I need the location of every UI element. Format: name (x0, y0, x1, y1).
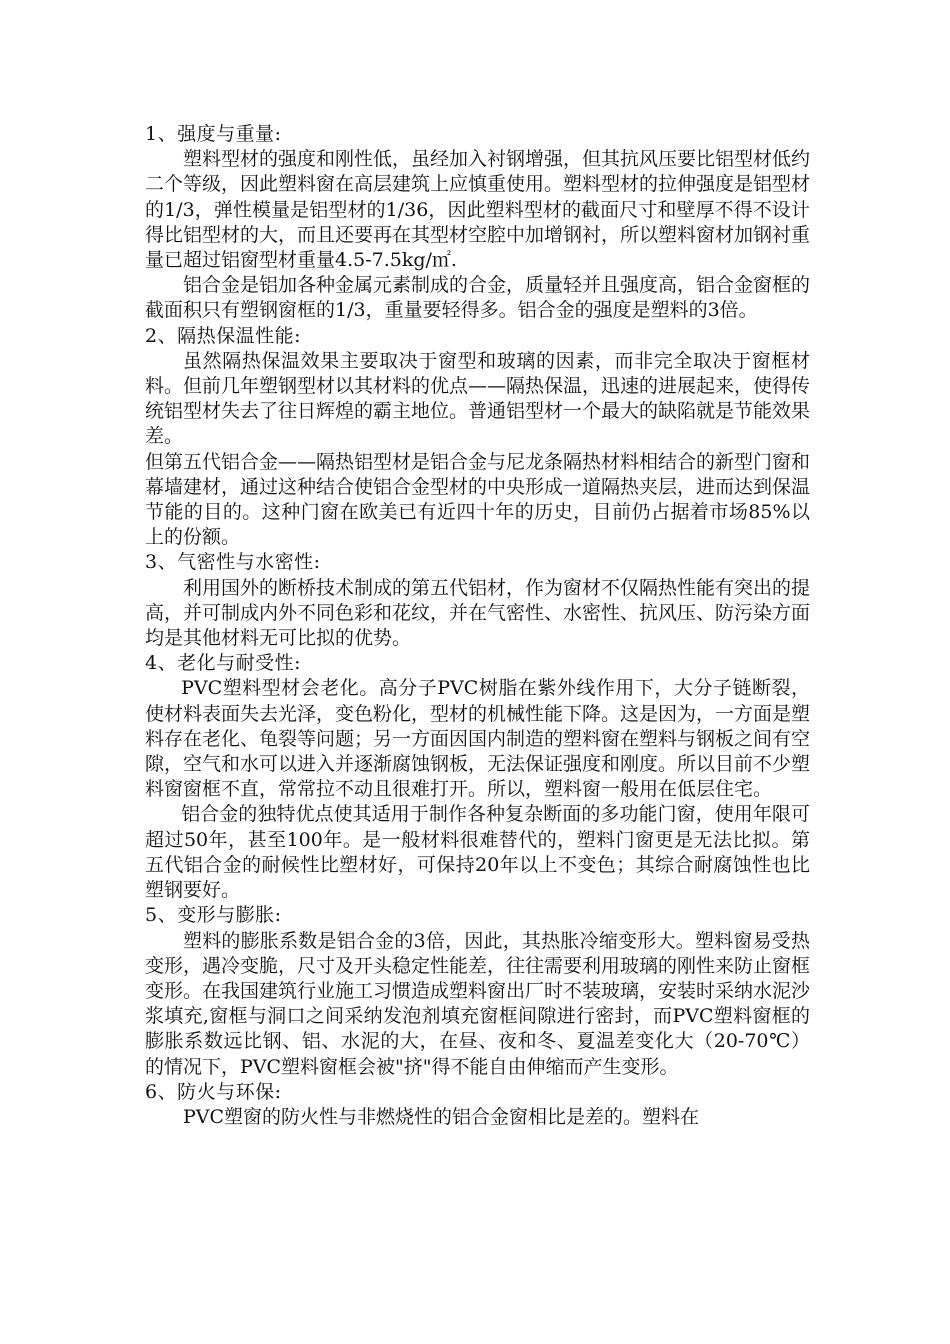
section-1-paragraph-2: 铝合金是铝加各种金属元素制成的合金，质量轻并且强度高，铝合金窗框的截面积只有塑钢窗框的1/3，重量要轻得多。铝合金的强度是塑料的3倍。 (145, 274, 811, 322)
section-2-paragraph-1: 虽然隔热保温效果主要取决于窗型和玻璃的因素，而非完全取决于窗框材料。但前几年塑钢型材以其材料的优点——隔热保温，迅速的进展起来，使得传统铝型材失去了往日辉煌的霸主地位。普通铝型材一个最大的缺陷就是节能效果差。 (145, 349, 811, 448)
section-4-paragraph-2: 铝合金的独特优点使其适用于制作各种复杂断面的多功能门窗，使用年限可超过50年，甚至100年。是一般材料很难替代的，塑料门窗更是无法比拟。第五代铝合金的耐候性比塑材好，可保持20年以上不变色；其综合耐腐蚀性也比塑钢要好。 (145, 803, 810, 902)
section-4-paragraph-1: PVC塑料型材会老化。高分子PVC树脂在紫外线作用下，大分子链断裂，使材料表面失去光泽，变色粉化，型材的机械性能下降。这是因为，一方面是塑料存在老化、龟裂等问题；另一方面因国内制造的塑料窗在塑料与钢板之间有空隙，空气和水可以进入并逐渐腐蚀钢板，无法保证强度和刚度。所以目前不少塑料窗窗框不直，常常拉不动且很难打开。所以，塑料窗一般用在低层住宅。 (145, 677, 811, 801)
section-1-heading: 1、强度与重量: (145, 123, 282, 145)
section-3-heading: 3、气密性与水密性: (145, 551, 321, 574)
section-1-paragraph-1: 塑料型材的强度和刚性低，虽经加入衬钢增强，但其抗风压要比铝型材低约二个等级，因此塑料窗在高层建筑上应慎重使用。塑料型材的拉伸强度是铝型材的1/3，弹性模量是铝型材的1/36，因此塑料型材的截面尺寸和壁厚不得不设计得比铝型材的大，而且还要再在其型材空腔中加增钢衬，所以塑料窗材加钢衬重量已超过铝窗型材重量4.5-7.5kg/㎡. (145, 148, 811, 272)
section-2-heading: 2、隔热保温性能: (145, 324, 301, 347)
section-5-heading: 5、变形与膨胀: (145, 904, 282, 927)
section-3-paragraph-1: 利用国外的断桥技术制成的第五代铝材，作为窗材不仅隔热性能有突出的提高，并可制成内外不同色彩和花纹，并在气密性、水密性、抗风压、防污染方面均是其他材料无可比拟的优势。 (145, 576, 811, 650)
section-6-paragraph-1: PVC塑窗的防火性与非燃烧性的铝合金窗相比是差的。塑料在 (183, 1105, 700, 1128)
section-5-paragraph-1: 塑料的膨胀系数是铝合金的3倍，因此，其热胀冷缩变形大。塑料窗易受热变形，遇冷变脆，尺寸及开头稳定性能差，往往需要利用玻璃的刚性来防止窗框变形。在我国建筑行业施工习惯造成塑料窗出厂时不装玻璃，安装时采纳水泥沙浆填充,窗框与洞口之间采纳发泡剂填充窗框间隙进行密封，而PVC塑料窗框的膨胀系数远比钢、铝、水泥的大，在昼、夜和冬、夏温差变化大（20-70℃）的情况下，PVC塑料窗框会被"挤"得不能自由伸缩而产生变形。 (145, 929, 811, 1078)
document-page (145, 122, 810, 1130)
section-2-paragraph-2: 但第五代铝合金——隔热铝型材是铝合金与尼龙条隔热材料相结合的新型门窗和幕墙建材，通过这种结合使铝合金型材的中央形成一道隔热夹层，进而达到保温节能的目的。这种门窗在欧美已有近四十年的历史，目前仍占据着市场85%以上的份额。 (145, 450, 811, 549)
section-6-heading: 6、防火与环保: (145, 1080, 282, 1103)
section-4-heading: 4、老化与耐受性: (145, 652, 301, 675)
